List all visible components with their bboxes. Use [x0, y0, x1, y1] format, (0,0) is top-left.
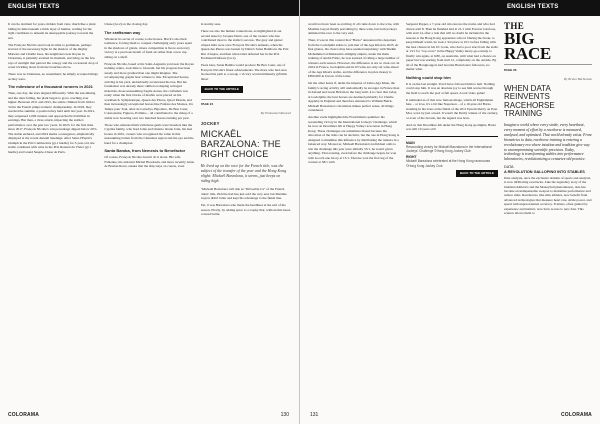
paragraph: It can lie dormant for years, hidden from view, much like a plant biding its time beneath a thick layer of humus, waiting for the right conditions to unleash its unstoppable journey towards the sun.: [8, 22, 96, 40]
left-col-2: [104, 22, 194, 408]
right-columns: [308, 22, 498, 408]
magazine-logo: COLORAMA: [8, 412, 40, 418]
paragraph: Then, it was in this context that "Barza" announced his departure from the Godolphin stable to join that of the Aga Khan in 2025. At first glance, his choice may have seemed surprising: with Sheikh Mohammed al Maktoum's almighty empire, under the main training of André Fabre, he was assured of riding a large number of winners each season. However, the difference is not so clear-cut. In 2024 in France, Godolphin and its 63 wins are only six wins ahead of the Aga Khan's stable, and the difference in prize money is €850,000 in favour of the latter.: [308, 38, 400, 78]
right-page: [300, 0, 600, 424]
paragraph: And on that December 4th under the Hong Kong spotlights, Barza was still 19 years old!: [406, 122, 496, 131]
right-footer: [308, 410, 592, 420]
paragraph: There are also the human connections, as highlighted in our second issue by Jacques Detré, one of the owners who has contributed most to the stable's success. The grey and garnet striped silks were once François Nicolle's nemesis, when his Queen des Places was beaten by Détré's Santa Bamba in the Prix Duc d'Anjou, and then when Ouzi defeated her in the Prix Ferdinand Dufaure (Gr.1).: [200, 29, 289, 60]
right-col-2: [406, 22, 498, 408]
subheading: The milestone of a thousand runners in 2021: [8, 84, 93, 89]
article-deck: He lived up on the race for the French title, was the subject of the transfer of the year and the Hong Kong plight: Mickaël Barzalona, it seems, just keeps on riding high.: [200, 163, 287, 184]
caption-heading: RIGHT: [406, 155, 417, 160]
right-col-1: [308, 22, 400, 408]
section-logo-the: THE: [504, 21, 525, 31]
left-col-1: [8, 22, 98, 408]
divider: [201, 99, 291, 100]
section-logo-race: RACE: [504, 44, 551, 63]
section-logo-big: BIG: [504, 29, 535, 48]
back-to-article-button[interactable]: BACK TO THE ARTICLE: [456, 170, 498, 177]
paragraph: Whatever its secret of course, is the horses. But it's also their resilience, forcing them to conquer challenging early years spent in the shadows of giants, where competition is fierce and every victory is a precious breath of fresh air rather than a new cup sitting on a shelf.: [104, 36, 192, 59]
the-big-race-sidebar: [504, 22, 592, 408]
paragraph: François Nicolle, based at his Saint-Augustin yard near the Royan training centre, took time to blossom, but his progress has been steady and more gradual than one might imagine. The accompanying graphs bear witness to this. Exceptional horses, arriving at his yard, undoubtedly accelerated his rise. But his foundation was already there: skilled at shaping salvaged materials, those unassuming fragile stones, the craftsman was ready when the first blocks of marble were placed on his workbench. Symphonique, Queen des Places, Quart Monde, and then increasingly exceptional horses like Fanfare des Montes, Un Temps pour Tout, Alex de Larredya, Bipolaire, De Bon Cœur, L'Autonome, Figuero, Politzko – all contributed to the rising of a stable now boasting over two hundred horses running per year.: [104, 61, 194, 120]
kicker: JOCKEY: [200, 121, 220, 127]
section-heading: DATA: [504, 165, 514, 170]
paragraph: It is on the last straight. You'd have followed him to hell. Nothing could stop him. It was an absolute joy to see him weave through the field to reach the post at full speed. A real video game!: [406, 81, 495, 95]
subheading: Nothing could stop him: [406, 74, 451, 80]
section-label: ENGLISH TEXTS: [507, 4, 559, 10]
paragraph: Data analysis, once the exclusive domain of sports and analysts, is now infiltrating racetracks. Like the legendary story of the Oakland Athletics and the Moneyball phenomenon, data has become an indispensable weapon to maximise performance and reduce risks. Racehorses, like elite athletes, now benefit from advanced technologies that measure heart rate, stride power, and speed with unprecedented accuracy. Trainers, often guided by experience and instinct, now have access to new data. This science allows them to: [504, 175, 592, 216]
subheading: A REVOLUTION GALLOPING INTO STABLES: [504, 170, 585, 175]
paragraph: There was no bitterness, no resentment; he simply accepted things as they were.: [8, 72, 98, 81]
left-footer: [8, 410, 291, 420]
page-number: 131: [310, 412, 319, 418]
page-reference[interactable]: PAGE 24: [200, 102, 214, 107]
magazine-logo: COLORAMA: [560, 412, 592, 418]
paragraph: Another event highlighted the Frenchman's qualities: his resounding victory in the International Jockeys' Challenge, which he won on December 4th at Happy Valley racecourse in Hong Kong. These challenges are sometimes biased because the allocation of the rides can be decisive, but the one in Hong Kong is designed to minimise this influence by distributing the runners in a balanced way. Moreover, Mickaël Barzalona's individual odds to win the challenge this year were initially 33/1, he wasn't given anything. That evening, even before the challenge began, he won with Good Lane Glory at 13/1. Then he won the first leg of the contest at 38/1 with: [308, 115, 400, 164]
paragraph: Yet, it was Barzalona who made the headlines at the end of the season. Firstly, by adding spice to a trophy that, without this head-to-head battle,: [200, 203, 291, 217]
paragraph: would not have been as exciting. It all came down to the wire, with Maxime Guyon finally prevailing by three wins, but both jockeys animated the race to the very end.: [308, 22, 400, 35]
jockey-article: [201, 121, 291, 217]
section-label: ENGLISH TEXTS: [8, 4, 60, 10]
photo-captions: [406, 136, 498, 168]
paragraph: Sergeant Pepper, a 7-year-old who knows the tracks and who had drawn stall 8. Then he finished 2nd at 21/1 with Forever Glorious, with stall 14, after a ride that will no doubt be included in the lessons at the Hong Kong apprentice school. During the break, to keep himself warm, he took a 3rd place at 10/1 before falling with the best chance in his UC book, who had a poor start from the stalls at 13/1 for "top score" in the Happy Valley merry-go-round), to finally win again, at 6.80, on Australia, with what had a chance on paper but was starting from stall 12, completely on the outside. By all of the Hongkongers had become Barzalona's followers, no matter what.: [406, 22, 498, 71]
caption-heading: MAIN: [406, 140, 415, 145]
page-number: 130: [280, 412, 289, 418]
page-reference[interactable]: PAGE 26: [504, 67, 517, 72]
paragraph: Chase (Gr.2) on the closing day.: [104, 22, 148, 26]
paragraph: Then, one day, the stars aligned differently. With the sun shining and the rains falling, the plant began to grow, reaching ever higher. Between 2011 and 2015, the stable climbed from 16th to 3rd in the French jumps trainers' championship. In 2018, they reached the summit, a position they held until last year. In 2021, they surpassed 1,000 runners and approached €10 million in earnings. But then, a virus struck, impacting the stable's performance over the past two years. In 2023, for the first time since 2017, François Nicolle's win percentage dipped below 20%. The stable endured, and 2024 marks a resurgence, emphatically displayed at the recent Auteuil meetings. After Saint d'Esprit's triumph in the Prix Cambacérès (gr.1 hurdle) for 3-year-old, the stable continued with wins in the Prix Renaud du Vivier (gr.1 hurdle) and Grand Steeple-Chase de Paris.: [8, 91, 98, 154]
paragraph: in stormy seas.: [200, 22, 221, 26]
left-col-3: [201, 22, 291, 408]
left-columns: [8, 22, 291, 408]
byline: By Bruno Barbereau: [563, 76, 592, 81]
paragraph: "Mickaël Barzalona will ride as "Driveable Cx" of the French riders' title, 2024 he had has just sold the very end, but Maxime Guyon didn't falter and kept his advantage to the finish line.: [200, 187, 287, 201]
subheading: The craftsman way: [104, 29, 141, 35]
intro-text: Imagine a world where every stride, every heartbeat, every moment of effort by a racehorse is measured, analysed, and optimised. That world already exists. From biometrics to data, racehorse training is entering a revolutionary era where intuition and tradition give way to uncompromising scientific precision. Today, technology is transforming stables into performance laboratories, revolutionizing a centuries-old practice.: [504, 122, 592, 162]
caption-text: Mickaël Barzalona celebrated at the Hong Kong racecourse ©Hong Kong Jockey Club: [406, 159, 491, 168]
paragraph: Those who entrusted him with these gems were breeders like the Cypriks family, who bred Jobie and Ontario Orane Jolie, his best horses in 2001, owners who recognised the value in this unassuming trainer from the Charentes region and the eye and the hand for a champion.: [104, 122, 194, 145]
article-title: WHEN DATA REINVENTS RACEHORSE TRAINING: [504, 83, 555, 119]
paragraph: The François Nicolle seed took its time to germinate, perhaps starved of the necessary light. In the shadow of the mighty Maisons and Chaillé trees, his neighbours near Royan in Charentes, it patiently awaited its moment, surviving on the few rays of sunlight that pierced the canopy and the occasional drop of water trickling down from the branches above.: [8, 42, 99, 69]
paragraph: Years later, Santa Bamba would produce Be Bon Cœur, one of François Nicolle's finest achievements. The mare who had once blocked his path to a Group 1 victory would ultimately gift him three!: [200, 63, 287, 81]
left-header-bar: [0, 0, 299, 16]
paragraph: Of course, François Nicolle doesn't do it alone. His wife Fabienne, his assistant Michel Houdouin, and more recently Artus de Boubet-Roux, ensure that the ship stays on course, even: [104, 155, 194, 168]
caption-text: Resounding victory for Mickaël Barzalona in the International Jockeys' Challenge ©Hong Kong Jockey Club: [406, 144, 492, 153]
article-title: MICKAËL BARZALONA: THE RIGHT CHOICE: [200, 129, 281, 160]
paragraph: It reminded us of that now famous image, which all Englishmen hate – or love, it's a bit like Napoleon – of a 19-year-old Barza standing in his irons at the finish of the 2011 Epsom Derby on Pour Moi, worn by just a head. It wasn't the Derby winner of the century, or even of the decade, but the legend was born.: [406, 97, 498, 120]
subheading: Santa Bamba, from Nemesis to Benefactor: [104, 148, 186, 153]
right-header-bar: [300, 0, 600, 16]
byline: By Emmanuel Roussel: [260, 111, 291, 116]
paragraph: On the other hand, if, under the impetus of Zahra Aga Khan, the family's racing activity will undoubtedly be stronger in France than in Ireland and Great Britain in the long term, it is clear that today, at Godolphin, the best horses are destined primarily for Charlie Appleby in England and therefore entrusted to William Buick. Mickaël Barzalona's calculation makes perfect sense, all things considered.: [308, 81, 400, 112]
back-to-article-button[interactable]: BACK TO THE ARTICLE: [201, 86, 243, 93]
divider: [504, 64, 592, 65]
